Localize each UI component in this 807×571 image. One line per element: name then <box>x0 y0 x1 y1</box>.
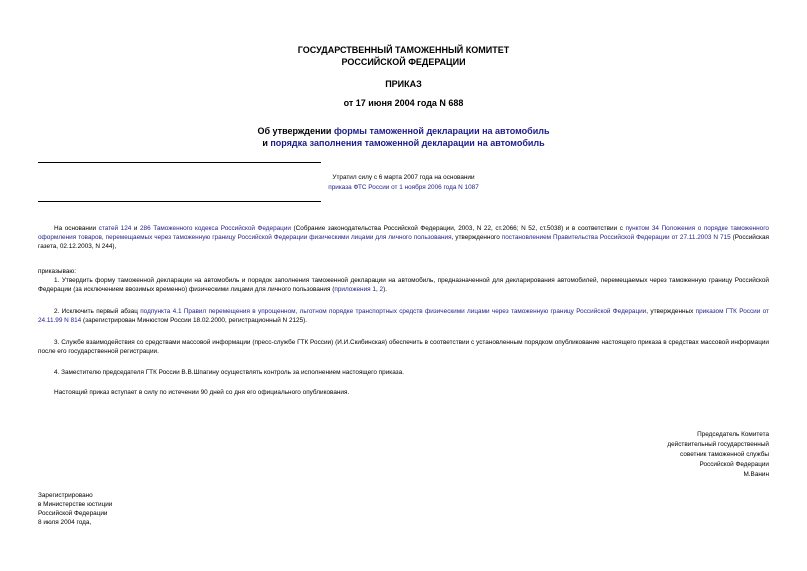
item-text: 1. Утвердить форму таможенной декларации на автомобиль и порядок заполнения таможенной декларации на автомобиль, предназначенной для декларирования автомобилей, перемещаемых через таможенную границу Российской Федерации (за исключением ввозимых временно) физическими лицами для личного пользования ( <box>38 277 769 293</box>
title-link-procedure[interactable]: порядка заполнения таможенной декларации на автомобиль <box>270 138 545 148</box>
item-text: , утвержденных <box>646 308 696 315</box>
item-text: 2. Исключить первый абзац <box>54 308 141 315</box>
preamble-text: На основании <box>54 225 99 232</box>
signature-line: советник таможенной службы <box>680 451 769 458</box>
title-link-form[interactable]: формы таможенной декларации на автомобиль <box>333 126 550 136</box>
signatory-name: М.Ванин <box>743 471 769 478</box>
order-word: приказываю: <box>38 268 76 275</box>
item-text: (зарегистрирован Минюстом России 18.02.2000, регистрационный N 2125). <box>81 317 308 324</box>
title-text: Об утверждении <box>257 126 334 136</box>
registration-block <box>38 491 112 527</box>
title-line-2 <box>0 138 807 149</box>
link-article-124[interactable]: статей 124 <box>98 225 132 232</box>
preamble-text: (Собрание законодательства Российской Федерации, 2003, N 22, ст.2066; N 52, ст.5038) и в соответствии с <box>290 225 626 232</box>
effective-paragraph: Настоящий приказ вступает в силу по истечении 90 дней со дня его официального опубликования. <box>54 389 350 396</box>
status-note: Утратил силу с 6 марта 2007 года на основании <box>332 174 475 181</box>
registration-line: Российской Федерации <box>38 510 108 517</box>
item-2 <box>38 307 769 325</box>
item-text: ). <box>383 286 387 293</box>
link-appendix-2[interactable]: 2 <box>379 286 384 293</box>
separator-rule <box>38 201 321 202</box>
issuer-line-2: РОССИЙСКОЙ ФЕДЕРАЦИИ <box>341 57 466 67</box>
preamble-text: и <box>131 225 140 232</box>
preamble-text: , утвержденного <box>451 234 502 241</box>
document-date-number: от 17 июня 2004 года N 688 <box>343 98 464 108</box>
link-customs-code[interactable]: 286 Таможенного кодекса Российской Федерации <box>139 225 291 232</box>
preamble-paragraph <box>38 224 769 251</box>
link-appendix-1[interactable]: приложения 1 <box>334 286 376 293</box>
link-government-decree[interactable]: постановлением Правительства Российской Федерации от 27.11.2003 N 715 <box>501 234 731 241</box>
link-subitem-4-1[interactable]: подпункта 4.1 Правил перемещения в упрощенном, льготном порядке транспортных средств физическими лицами через таможенную границу Российской Федерации <box>140 308 647 315</box>
signature-block <box>667 430 769 480</box>
separator-rule <box>38 162 321 163</box>
signature-line: Председатель Комитета <box>697 431 769 438</box>
item-1 <box>38 276 769 294</box>
signature-line: действительный государственный <box>667 441 769 448</box>
status-link[interactable]: приказа ФТС России от 1 ноября 2006 года N 1087 <box>328 184 479 191</box>
signature-line: Российской Федерации <box>699 461 769 468</box>
document-type: ПРИКАЗ <box>385 79 422 89</box>
title-line-1 <box>0 126 807 137</box>
item-3: 3. Службе взаимодействия со средствами массовой информации (пресс-службе ГТК России) (И.И.Скибинская) обеспечить в соответствии с установленным порядком опубликование настоящего приказа в средствах массовой информации после его государственной регистрации. <box>38 339 769 355</box>
registration-line: 8 июля 2004 года, <box>38 519 92 526</box>
link-regulation-item-34[interactable]: пунктом 34 Положения о порядке таможенного оформления товаров, перемещаемых через таможенную границу Российской Федерации физическими лицами для личного пользования <box>38 225 769 241</box>
issuer-line-1: ГОСУДАРСТВЕННЫЙ ТАМОЖЕННЫЙ КОМИТЕТ <box>297 45 510 55</box>
link-order-814[interactable]: приказом ГТК России от 24.11.99 N 814 <box>38 308 769 324</box>
registration-line: Зарегистрировано <box>38 492 93 499</box>
registration-line: в Министерстве юстиции <box>38 501 113 508</box>
item-text: , <box>375 286 380 293</box>
preamble-text: (Российская газета, 02.12.2003, N 244), <box>38 234 769 250</box>
item-4: 4. Заместителю председателя ГТК России В.В.Шпагину осуществлять контроль за исполнением настоящего приказа. <box>54 369 404 376</box>
title-text: и <box>262 138 271 148</box>
